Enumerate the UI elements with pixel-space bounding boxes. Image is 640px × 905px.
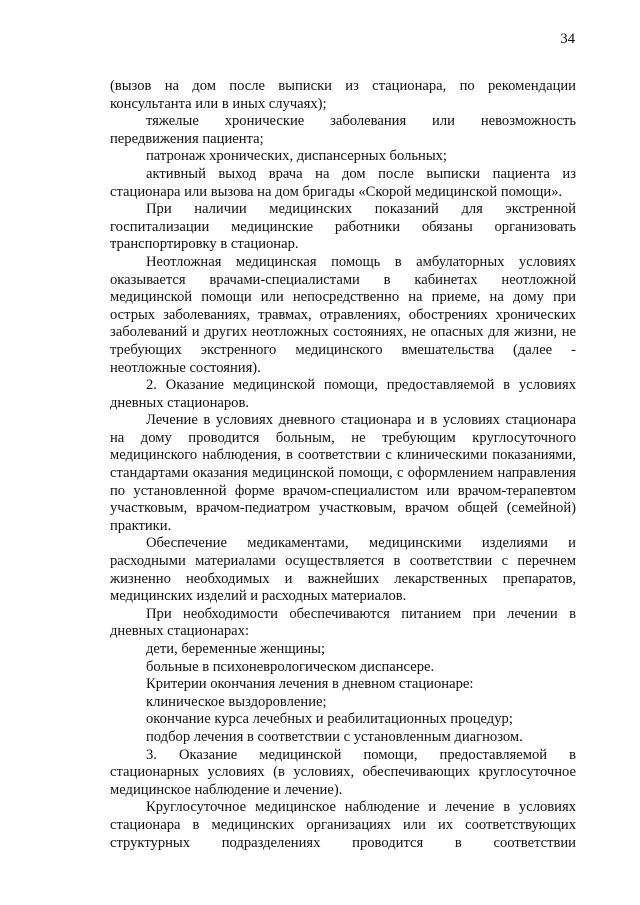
list-item: подбор лечения в соответствии с установленным диагнозом. (146, 728, 523, 745)
paragraph: активный выход врача на дом после выписки пациента из стационара или вызова на дом бригады «Скорой медицинской помощи». (110, 165, 576, 200)
section-heading: 2. Оказание медицинской помощи, предоставляемой в условиях дневных стационаров. (110, 377, 576, 411)
paragraph: При необходимости обеспечиваются питанием при лечении в дневных стационарах: (110, 605, 576, 640)
list-item: клиническое выздоровление; (146, 693, 327, 710)
paragraph: Неотложная медицинская помощь в амбулаторных условиях оказывается врачами-специалистами в кабинетах неотложной медицинской помощи или непосредственно на приеме, на дому при острых заболеваниях, травмах, отравлениях, обострениях хронических заболеваний и других неотложных состояниях, не опасных для жизни, не требующих экстренного медицинского вмешательства (далее - неотложные состояния). (110, 253, 576, 376)
paragraph: При наличии медицинских показаний для экстренной госпитализации медицинские работники обязаны организовать транспортировку в стационар. (110, 201, 576, 253)
paragraph: тяжелые хронические заболевания или невозможность передвижения пациента; (110, 113, 576, 147)
section-heading: 3. Оказание медицинской помощи, предоставляемой в стационарных условиях (в условиях, обеспечивающих круглосуточное медицинское наблюдение и лечение). (110, 746, 576, 798)
paragraph: Лечение в условиях дневного стационара и в условиях стационара на дому проводится больным, не требующим круглосуточного медицинского наблюдения, в соответствии с клиническими показаниями, стандартами оказания медицинской помощи, с оформлением направления по установленной форме врачом-специалистом или врачом-терапевтом участковым, врачом-педиатром участковым, врачом общей (семейной) практики. (110, 412, 576, 534)
paragraph: (вызов на дом после выписки из стационара, по рекомендации консультанта или в иных случаях); (110, 78, 576, 112)
paragraph: Обеспечение медикаментами, медицинскими изделиями и расходными материалами осуществляется в соответствии с перечнем жизненно необходимых и важнейших лекарственных препаратов, медицинских изделий и расходных материалов. (110, 535, 576, 605)
page-number: 34 (560, 31, 575, 47)
list-item: дети, беременные женщины; (146, 641, 326, 657)
paragraph: Критерии окончания лечения в дневном стационаре: (146, 676, 474, 693)
document-body (110, 78, 576, 852)
list-item: больные в психоневрологическом диспансере. (146, 658, 435, 675)
paragraph: Круглосуточное медицинское наблюдение и лечение в условиях стационара в медицинских организациях или их соответствующих структурных подразделениях проводится в соответствии (110, 799, 576, 851)
paragraph: патронаж хронических, диспансерных больных; (146, 148, 447, 165)
list-item: окончание курса лечебных и реабилитационных процедур; (146, 711, 513, 728)
